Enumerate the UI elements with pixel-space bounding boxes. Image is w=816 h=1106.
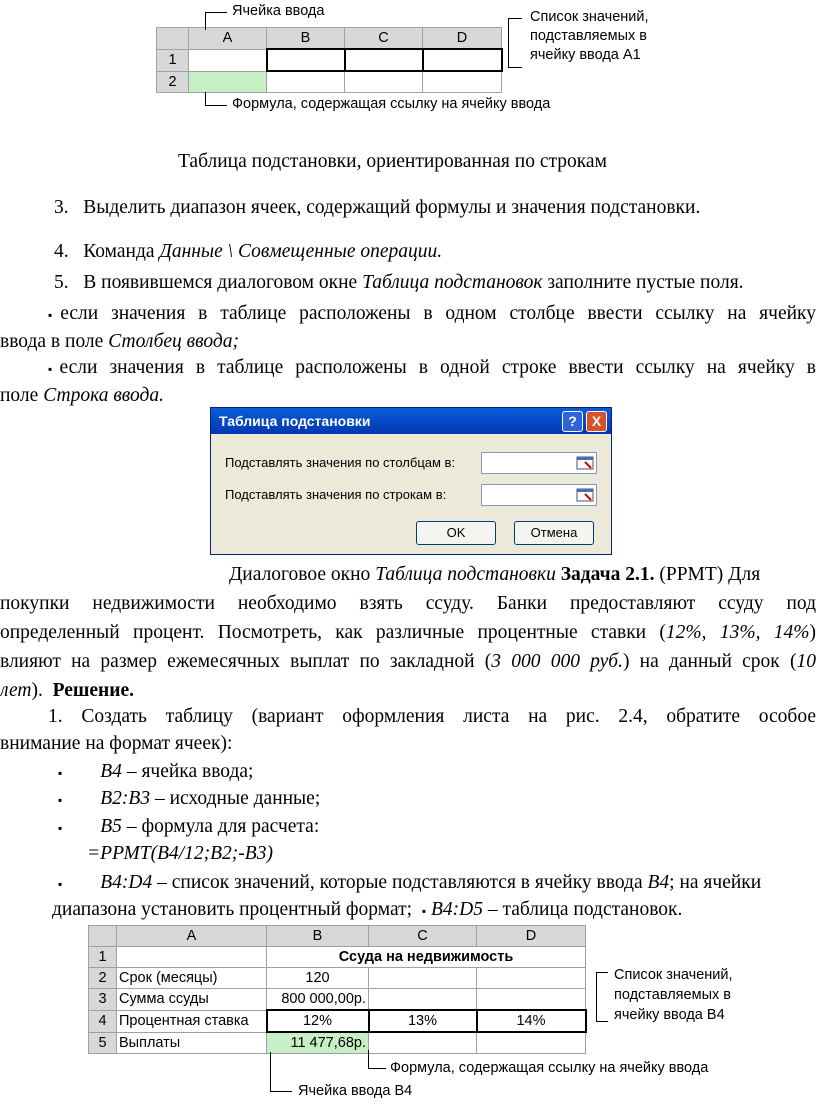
bullet-column — [0, 302, 816, 354]
cell-c2 — [369, 968, 477, 989]
task-text: влияют на размер ежемесячных выплат по закладной ( — [0, 651, 492, 672]
bullet-text: – исходные данные; — [150, 788, 321, 809]
cell-c3 — [369, 989, 477, 1011]
field-name: Столбец ввода; — [108, 331, 239, 352]
dialog-caption-italic: Таблица подстановки — [375, 564, 556, 585]
help-icon: ? — [568, 413, 577, 429]
solution-bullet-b2b3 — [58, 787, 320, 812]
cell-a2 — [189, 71, 267, 93]
task-line — [0, 650, 816, 674]
dialog-caption: Диалоговое окно — [229, 564, 376, 585]
callout-bracket — [596, 972, 597, 1022]
dialog-titlebar — [211, 408, 611, 434]
col-header-c: C — [369, 926, 477, 947]
loan-term: 10 — [796, 651, 816, 672]
step-4 — [54, 240, 442, 264]
callout-input-cell: Ячейка ввода — [232, 3, 325, 19]
callout-list-1: Список значений, — [530, 9, 649, 25]
solution-step-1: 1. Создать таблицу (вариант оформления листа на рис. 2.4, обратите особое — [48, 706, 816, 727]
task-text: ) — [809, 622, 816, 643]
col-header-d: D — [423, 28, 502, 50]
callout-bracket — [508, 18, 522, 19]
bullet-marker: ▪ — [48, 308, 61, 322]
cell-b3: 800 000,00р. — [267, 989, 369, 1011]
bullet-text: ввода в поле — [0, 331, 109, 352]
row-header: 4 — [89, 1010, 117, 1032]
solution-bullet-range — [52, 898, 682, 923]
cell-d2 — [477, 968, 586, 989]
cell-a2: Срок (месяцы) — [117, 968, 267, 989]
cell-a1 — [117, 947, 267, 968]
cell-b5: 11 477,68р. — [267, 1032, 369, 1054]
solution-step-1-cont: внимание на формат ячеек): — [0, 733, 233, 754]
cell-a4: Процентная ставка — [117, 1010, 267, 1032]
data-table-dialog — [210, 407, 612, 555]
callout-formula: Формула, содержащая ссылку на ячейку ввода — [390, 1060, 709, 1076]
col-header-d: D — [477, 926, 586, 947]
range-picker-icon[interactable] — [576, 488, 594, 502]
cell-ref: B5 — [100, 816, 122, 837]
callout-line — [205, 92, 206, 106]
bullet-marker: ▪ — [58, 766, 63, 780]
callout-line — [270, 1052, 271, 1092]
bullet-text: если значения в таблице расположены в одном столбце ввести ссылку на ячейку — [60, 303, 816, 324]
solution-block — [0, 705, 816, 756]
menu-path: Данные \ Совмещенные операции. — [159, 241, 443, 262]
callout-line — [368, 1068, 386, 1069]
close-button[interactable] — [586, 411, 607, 432]
step-number: 4. — [54, 241, 69, 262]
ok-button[interactable]: OK — [416, 521, 496, 545]
cell-ref: B4:D5 — [430, 899, 483, 920]
label-cols: Подставлять значения по столбцам в: — [225, 455, 456, 470]
task-text: определенный процент. Посмотреть, как различные процентные ставки ( — [0, 622, 666, 643]
task-line — [0, 563, 816, 587]
col-header-b: B — [267, 28, 345, 50]
step-number: 5. — [54, 272, 69, 293]
cell-c5 — [369, 1032, 477, 1054]
bullet-text: если значения в таблице расположены в одной строке ввести ссылку на ячейку в — [59, 357, 816, 378]
task-line — [0, 621, 816, 645]
dialog-title: Таблица подстановки — [219, 413, 371, 429]
col-header-c: C — [345, 28, 423, 50]
callout-list-3: ячейку ввода A1 — [530, 47, 641, 63]
loan-amount: 3 000 000 руб. — [491, 651, 623, 672]
callout-line — [205, 12, 227, 13]
solution-bullet-b4d4 — [58, 871, 761, 896]
bullet-text: поле — [0, 385, 44, 406]
cell-b1 — [267, 49, 345, 71]
bullet-text: – ячейка ввода; — [121, 761, 254, 782]
callout-line — [205, 105, 227, 106]
callout-bracket — [596, 1021, 608, 1022]
step-text: Команда — [83, 241, 160, 262]
cell-d3 — [477, 989, 586, 1011]
column-input-field[interactable] — [481, 452, 597, 474]
row-header: 3 — [89, 989, 117, 1011]
bullet-text: – список значений, которые подставляются в ячейку ввода — [152, 872, 648, 893]
help-button[interactable] — [562, 411, 583, 432]
figure-caption-1: Таблица подстановки, ориентированная по строкам — [178, 151, 607, 172]
cell-a1 — [189, 49, 267, 71]
close-icon: X — [591, 413, 602, 429]
callout-bracket — [596, 972, 608, 973]
solution-heading: Решение. — [52, 680, 135, 701]
callout-line — [270, 1091, 292, 1092]
task-text: ). — [31, 680, 53, 701]
bullet-marker: ▪ — [58, 821, 63, 835]
cell-c4: 13% — [369, 1010, 477, 1032]
dialog-name: Таблица подстановок — [362, 272, 543, 293]
cell-d2 — [423, 71, 502, 93]
col-header-a: A — [117, 926, 267, 947]
callout-line — [205, 12, 206, 30]
task-line — [0, 679, 816, 703]
step-number: 3. — [54, 197, 69, 218]
callout-list-1: Список значений, — [614, 967, 733, 983]
label-rows: Подставлять значения по строкам в: — [225, 487, 447, 502]
cell-c2 — [345, 71, 423, 93]
step-5 — [54, 271, 744, 295]
solution-bullet-b4 — [58, 760, 253, 785]
task-block — [0, 563, 816, 703]
task-title: Задача 2.1. — [560, 564, 655, 585]
cell-ref: B4 — [100, 761, 122, 782]
bullet-text: – формула для расчета: — [121, 816, 320, 837]
callout-list-3: ячейку ввода B4 — [614, 1007, 725, 1023]
loan-term-unit: лет — [0, 680, 32, 701]
bullet-marker: ▪ — [48, 362, 60, 376]
row-header: 1 — [89, 947, 117, 968]
field-name: Строка ввода. — [43, 385, 164, 406]
bullet-row — [0, 356, 816, 408]
bullet-text: – таблица подстановок. — [482, 899, 683, 920]
callout-bracket — [508, 67, 522, 68]
solution-bullet-b5 — [58, 815, 319, 840]
range-picker-icon[interactable] — [576, 456, 594, 470]
callout-bracket — [508, 18, 509, 68]
task-text: (РРМТ) Для — [654, 564, 761, 585]
cancel-button[interactable]: Отмена — [514, 521, 594, 545]
rates: 12%, 13%, 14% — [665, 622, 810, 643]
task-line: покупки недвижимости необходимо взять ссуду. Банки предоставляют ссуду под — [0, 593, 816, 614]
corner-cell — [89, 926, 117, 947]
cell-b4: 12% — [267, 1010, 369, 1032]
bullet-marker: ▪ — [421, 904, 427, 918]
row-input-field[interactable] — [481, 484, 597, 506]
formula: =РРМТ(B4/12;B2;-B3) — [87, 843, 273, 864]
bullet-text: диапазона установить процентный формат; — [52, 899, 422, 920]
cell-c1 — [345, 49, 423, 71]
callout-formula: Формула, содержащая ссылку на ячейку ввода — [232, 96, 551, 112]
cell-a5: Выплаты — [117, 1032, 267, 1054]
callout-line — [368, 1050, 369, 1069]
sheet-title-cell: Ссуда на недвижимость — [267, 947, 586, 968]
cell-d4: 14% — [477, 1010, 586, 1032]
callout-input-cell: Ячейка ввода B4 — [298, 1083, 413, 1099]
cell-d1 — [423, 49, 502, 71]
row-header-1: 1 — [157, 49, 189, 71]
cell-b2 — [267, 71, 345, 93]
row-header-2: 2 — [157, 71, 189, 93]
cell-ref: B4 — [647, 872, 670, 893]
task-text: ) на данный срок ( — [622, 651, 797, 672]
bullet-marker: ▪ — [58, 793, 63, 807]
top-spreadsheet — [156, 27, 503, 93]
step-text: заполните пустые поля. — [542, 272, 744, 293]
row-header: 5 — [89, 1032, 117, 1054]
callout-list-2: подставляемых в — [530, 28, 647, 44]
col-header-b: B — [267, 926, 369, 947]
cell-a3: Сумма ссуды — [117, 989, 267, 1011]
row-header: 2 — [89, 968, 117, 989]
callout-list-2: подставляемых в — [614, 987, 731, 1003]
bullet-marker: ▪ — [58, 877, 63, 891]
corner-cell — [157, 28, 189, 50]
cell-b2: 120 — [267, 968, 369, 989]
cell-d5 — [477, 1032, 586, 1054]
formula-text — [87, 842, 273, 866]
cell-ref: B2:B3 — [100, 788, 151, 809]
step-text: Выделить диапазон ячеек, содержащий формулы и значения подстановки. — [83, 197, 701, 218]
step-3 — [54, 196, 700, 220]
col-header-a: A — [189, 28, 267, 50]
bullet-text: ; на ячейки — [669, 872, 762, 893]
step-text: В появившемся диалоговом окне — [83, 272, 363, 293]
bottom-spreadsheet — [88, 925, 587, 1054]
cell-ref: B4:D4 — [100, 872, 153, 893]
